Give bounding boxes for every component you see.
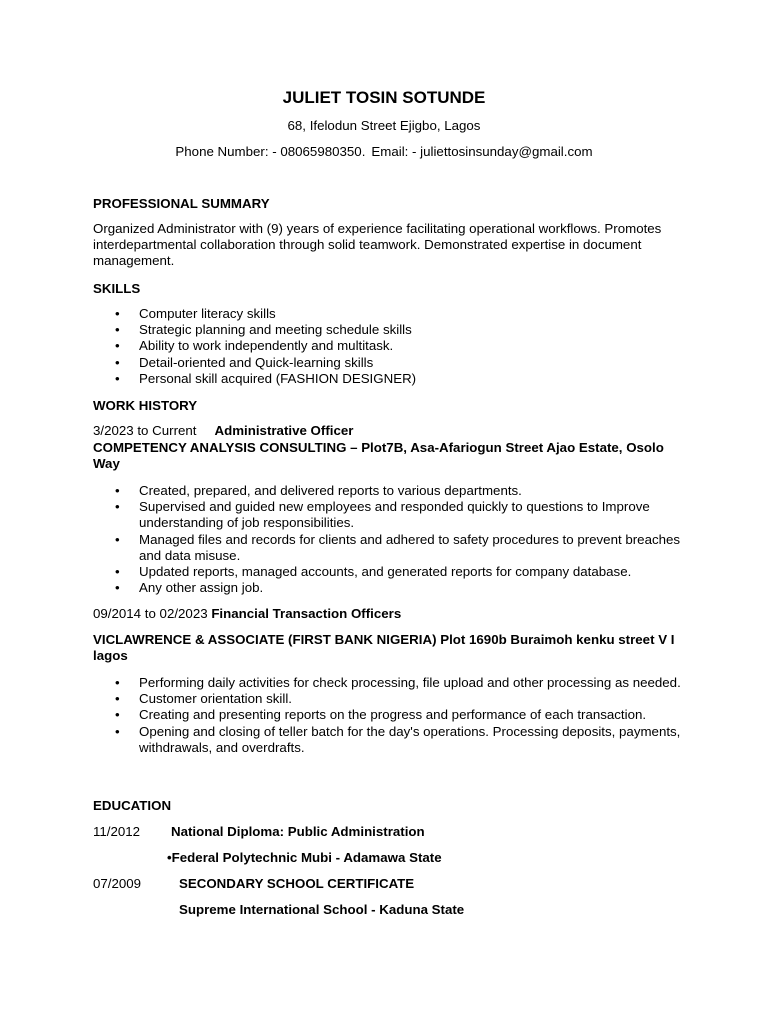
skill-text: Ability to work independently and multitask. [139, 338, 394, 354]
duty-text: Created, prepared, and delivered reports to various departments. [139, 483, 522, 498]
bullet-icon: • [115, 483, 120, 498]
job-1-duties [93, 483, 683, 596]
work-history-heading: WORK HISTORY [93, 398, 198, 413]
contact-line [0, 144, 768, 160]
skills-list [93, 306, 683, 387]
list-item [93, 532, 683, 564]
education-title: National Diploma: Public Administration [171, 824, 425, 839]
skills-heading: SKILLS [93, 281, 141, 296]
phone-number: Phone Number: - 08065980350. [175, 144, 366, 159]
bullet-icon: • [115, 691, 120, 707]
list-item [93, 580, 683, 596]
duty-text: Opening and closing of teller batch for the day's operations. Processing deposits, payments, withdrawals, and overdrafts. [139, 723, 681, 755]
skill-text: Detail-oriented and Quick-learning skills [139, 354, 374, 370]
bullet-icon: • [115, 306, 120, 321]
job-dates: 3/2023 to Current [93, 423, 197, 438]
bullet-icon: • [115, 354, 120, 370]
bullet-icon: • [115, 499, 120, 515]
bullet-icon: • [115, 580, 120, 596]
bullet-icon: • [115, 564, 120, 580]
duty-text: Any other assign job. [139, 580, 264, 596]
skill-text: Computer literacy skills [139, 306, 276, 321]
bullet-icon: • [115, 723, 120, 739]
education-heading: EDUCATION [93, 798, 172, 813]
address-line: 68, Ifelodun Street Ejigbo, Lagos [287, 118, 481, 133]
job-1-dates-title [93, 423, 683, 439]
duty-text: Supervised and guided new employees and responded quickly to questions to Improve understanding of job responsibilities. [139, 499, 650, 531]
bullet-icon: • [115, 675, 120, 690]
bullet-icon: • [115, 338, 120, 354]
list-item [93, 306, 683, 322]
list-item [93, 322, 683, 338]
list-item [93, 355, 683, 371]
summary-heading: PROFESSIONAL SUMMARY [93, 196, 270, 211]
duty-text: Customer orientation skill. [139, 691, 292, 707]
list-item [93, 499, 683, 531]
school-name: Supreme International School - Kaduna State [179, 902, 465, 917]
duty-text: Creating and presenting reports on the progress and performance of each transaction. [139, 707, 647, 723]
job-title: Financial Transaction Officers [211, 606, 402, 621]
email-address: Email: - juliettosinsunday@gmail.com [371, 144, 593, 159]
job-2-employer: VICLAWRENCE & ASSOCIATE (FIRST BANK NIGERIA) Plot 1690b Buraimoh kenku street V I lagos [93, 632, 675, 664]
job-2-dates-title [93, 606, 683, 622]
summary-text: Organized Administrator with (9) years of experience facilitating operational workflows. Promotes interdepartmental collaboration through solid teamwork. Demonstrated expertise in document management. [93, 221, 662, 269]
education-title: SECONDARY SCHOOL CERTIFICATE [179, 876, 415, 891]
bullet-icon: • [115, 322, 120, 338]
school-name: •Federal Polytechnic Mubi - Adamawa State [167, 850, 442, 865]
skill-text: Strategic planning and meeting schedule skills [139, 322, 412, 338]
list-item [93, 675, 683, 691]
list-item [93, 564, 683, 580]
list-item [93, 724, 683, 756]
bullet-icon: • [115, 370, 120, 386]
list-item [93, 691, 683, 707]
duty-text: Performing daily activities for check processing, file upload and other processing as needed. [139, 675, 681, 690]
duty-text: Managed files and records for clients and adhered to safety procedures to prevent breaches and data misuse. [139, 531, 681, 563]
list-item [93, 338, 683, 354]
job-dates: 09/2014 to 02/2023 [93, 606, 208, 621]
list-item [93, 707, 683, 723]
education-date: 11/2012 [93, 824, 141, 839]
list-item [93, 371, 683, 387]
list-item [93, 483, 683, 499]
bullet-icon: • [115, 707, 120, 723]
skill-text: Personal skill acquired (FASHION DESIGNER) [139, 370, 417, 386]
candidate-name: JULIET TOSIN SOTUNDE [282, 88, 486, 107]
bullet-icon: • [115, 531, 120, 547]
job-title: Administrative Officer [214, 423, 354, 438]
education-date: 07/2009 [93, 876, 142, 891]
job-2-duties [93, 675, 683, 756]
duty-text: Updated reports, managed accounts, and generated reports for company database. [139, 564, 632, 580]
job-1-employer: COMPETENCY ANALYSIS CONSULTING – Plot7B, Asa-Afariogun Street Ajao Estate, Osolo Way [93, 440, 664, 472]
